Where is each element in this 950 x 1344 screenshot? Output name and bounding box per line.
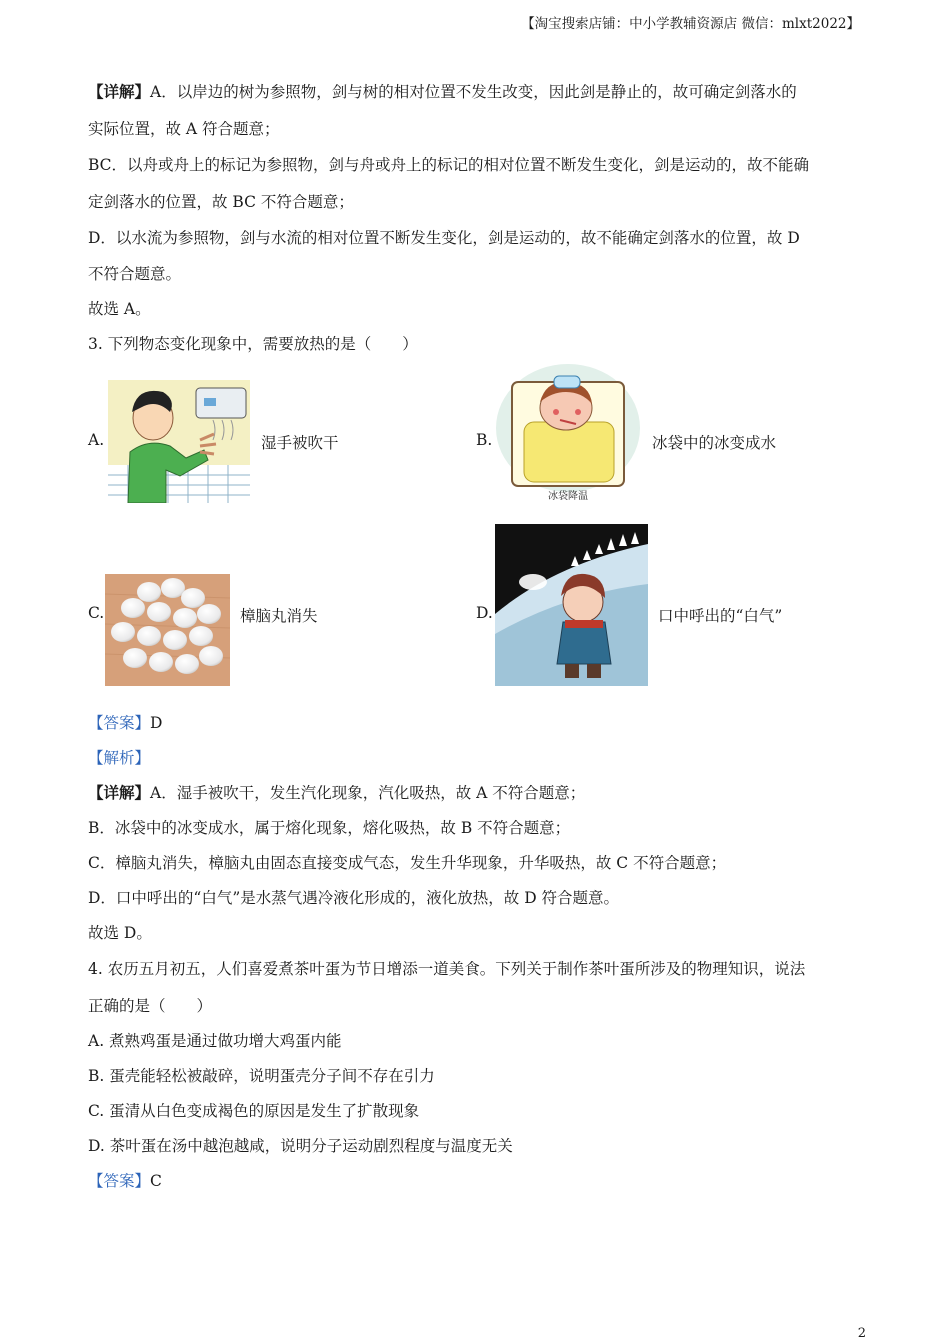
q3-answer: D xyxy=(150,714,163,732)
answer-tag: 【答案】 xyxy=(88,714,151,732)
page-header: 【淘宝搜索店铺：中小学教辅资源店 微信：mlxt2022】 xyxy=(521,16,860,32)
page-number: 2 xyxy=(857,1326,866,1341)
q3-option-c-caption: 樟脑丸消失 xyxy=(240,607,318,625)
q4-option-b: B. 蛋壳能轻松被敲碎，说明蛋壳分子间不存在引力 xyxy=(88,1067,435,1085)
prev-detail-line-3: BC．以舟或舟上的标记为参照物，剑与舟或舟上的标记的相对位置不断发生变化，剑是运动的，故不能确 xyxy=(88,156,810,174)
q3-detail-line-2: B．冰袋中的冰变成水，属于熔化现象，熔化吸热，故 B 不符合题意； xyxy=(88,819,571,837)
q4-option-d: D. 茶叶蛋在汤中越泡越咸，说明分子运动剧烈程度与温度无关 xyxy=(88,1137,513,1155)
prev-detail-line-6: 不符合题意。 xyxy=(88,265,182,283)
boy-drying-hands-image xyxy=(108,380,250,503)
ice-bag-caption: 冰袋降温 xyxy=(548,491,588,502)
prev-detail-line-1 xyxy=(88,82,797,102)
prev-detail-line-2: 实际位置，故 A 符合题意； xyxy=(88,120,280,138)
q4-stem-line-1: 4. 农历五月初五，人们喜爱煮茶叶蛋为节日增添一道美食。下列关于制作茶叶蛋所涉及的物理知识，说法 xyxy=(88,960,806,978)
mothballs-image xyxy=(105,574,230,686)
q3-detail-line-3: C．樟脑丸消失，樟脑丸由固态直接变成气态，发生升华现象，升华吸热，故 C 不符合题意； xyxy=(88,854,727,872)
detail-text: A．以岸边的树为参照物，剑与树的相对位置不发生改变，因此剑是静止的，故可确定剑落水的 xyxy=(150,83,797,101)
q4-option-c: C. 蛋清从白色变成褐色的原因是发生了扩散现象 xyxy=(88,1102,420,1120)
q3-detail-line-4: D．口中呼出的“白气”是水蒸气遇冷液化形成的，液化放热，故 D 符合题意。 xyxy=(88,889,620,907)
q3-detail-line-1 xyxy=(88,783,585,803)
q4-answer: C xyxy=(150,1172,162,1190)
q3-stem: 3. 下列物态变化现象中，需要放热的是（ ） xyxy=(88,335,418,353)
child-breath-winter-image xyxy=(495,524,648,686)
q3-option-c-letter: C. xyxy=(88,604,105,622)
detail-text: A．湿手被吹干，发生汽化现象，汽化吸热，故 A 不符合题意； xyxy=(150,784,586,802)
q4-option-a: A. 煮熟鸡蛋是通过做功增大鸡蛋内能 xyxy=(88,1032,342,1050)
detail-tag: 【详解】 xyxy=(88,783,151,802)
answer-tag: 【答案】 xyxy=(88,1172,151,1190)
q3-option-a-letter: A. xyxy=(88,431,105,449)
prev-detail-line-5: D．以水流为参照物，剑与水流的相对位置不断发生变化，剑是运动的，故不能确定剑落水的位置，故 D xyxy=(88,229,800,247)
q3-answer-line xyxy=(88,713,162,733)
q3-option-b-caption: 冰袋中的冰变成水 xyxy=(652,434,777,452)
q4-stem-line-2: 正确的是（ ） xyxy=(88,997,213,1015)
detail-tag: 【详解】 xyxy=(88,82,151,101)
q4-answer-line xyxy=(88,1171,162,1191)
q3-option-d-caption: 口中呼出的“白气” xyxy=(658,607,783,625)
prev-detail-line-4: 定剑落水的位置，故 BC 不符合题意； xyxy=(88,193,354,211)
prev-choose: 故选 A。 xyxy=(88,300,151,318)
q3-option-d-letter: D. xyxy=(476,604,493,622)
q3-choose: 故选 D。 xyxy=(88,924,152,942)
q3-option-b-letter: B. xyxy=(476,431,493,449)
sick-child-ice-bag-image xyxy=(494,362,642,504)
q3-analysis-tag: 【解析】 xyxy=(88,749,151,767)
q3-option-a-caption: 湿手被吹干 xyxy=(261,434,339,452)
